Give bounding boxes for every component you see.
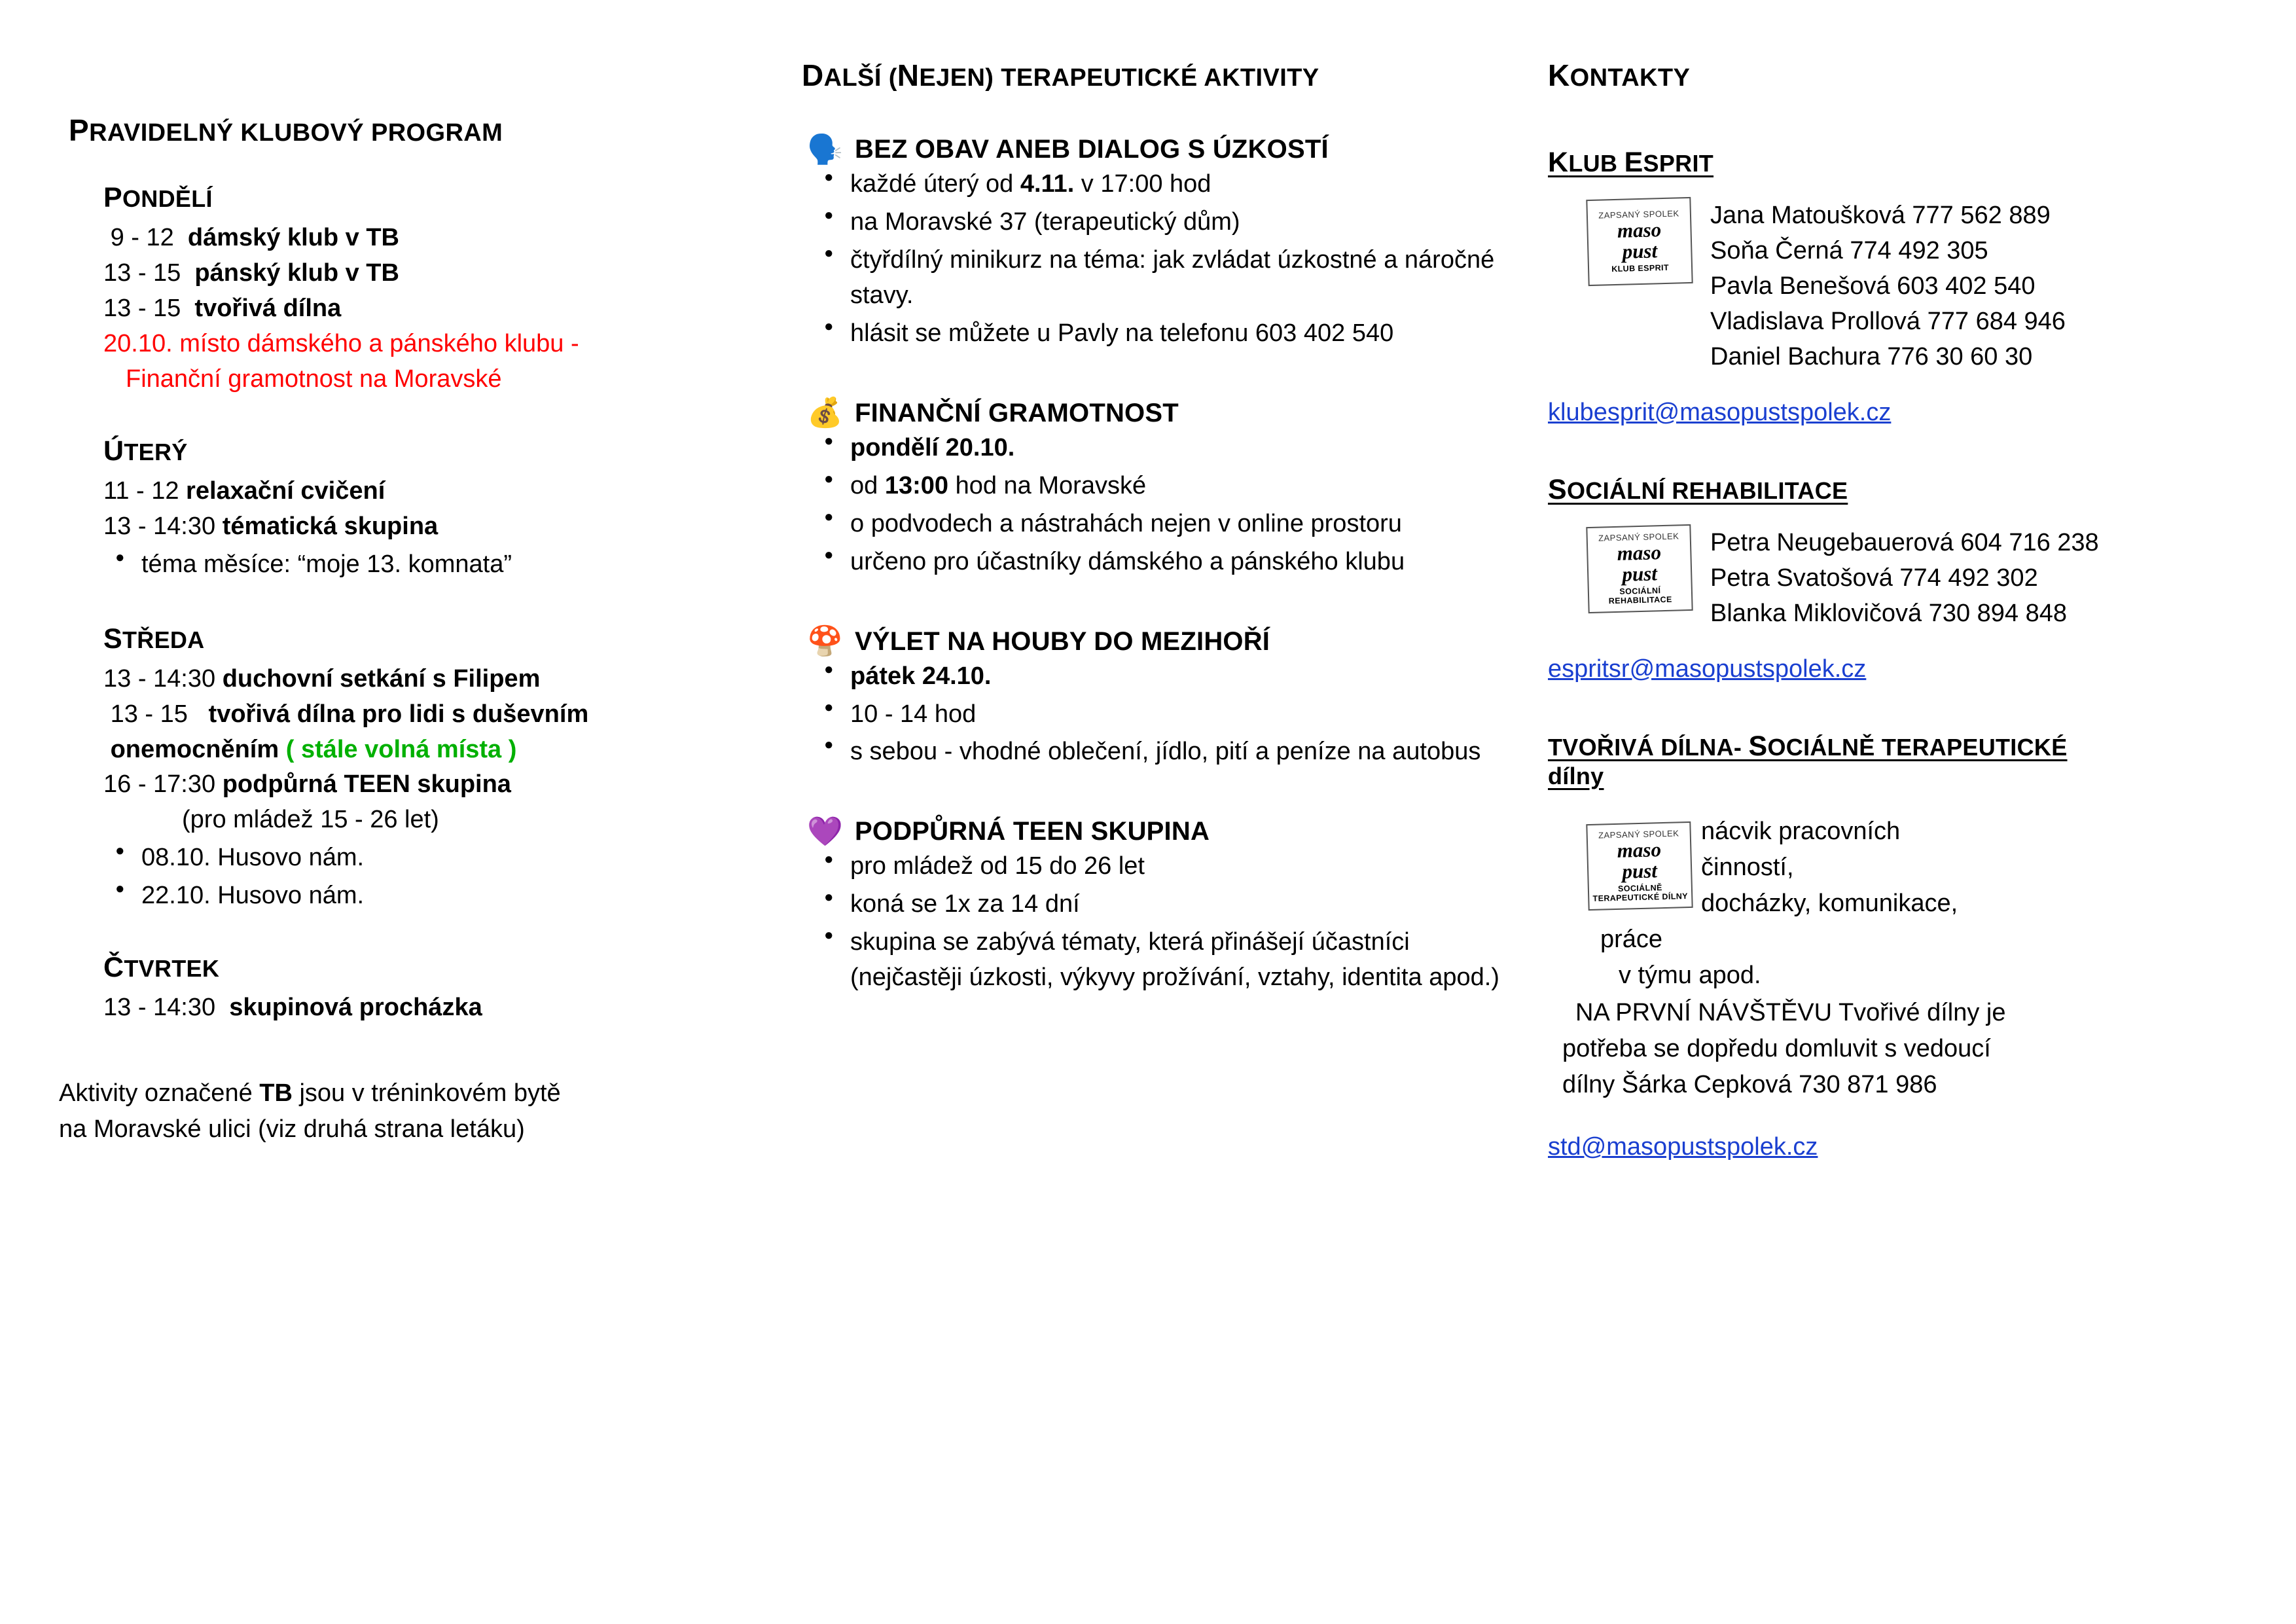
- contact-heading: SOCIÁLNÍ REHABILITACE: [1548, 473, 1848, 505]
- activity-podpurna-teen-skupina: [802, 817, 1522, 996]
- std-line: v týmu apod.: [1619, 962, 1761, 989]
- day-block-thursday: [103, 952, 792, 1026]
- contact-block-klub-esprit: [1548, 147, 2261, 427]
- activity-heading-row: [807, 399, 1522, 428]
- list-item: ● s sebou - vhodné oblečení, jídlo, pití a peníze na autobus: [802, 734, 1522, 770]
- person-speaking-icon: 🗣️: [807, 133, 843, 166]
- schedule-note-red: Finanční gramotnost na Moravské: [126, 365, 502, 393]
- list-item: ● každé úterý od 4.11. v 17:00 hod: [802, 167, 1522, 202]
- std-line: dílny Šárka Cepková 730 871 986: [1562, 1071, 1937, 1099]
- column-regular-program: [59, 0, 792, 1147]
- schedule-line-age: (pro mládež 15 - 26 let): [182, 806, 439, 834]
- logo-tagline: ZAPSANÝ SPOLEK: [1598, 208, 1679, 221]
- footnote-tb: Aktivity označené TB jsou v tréninkovém bytě na Moravské ulici (viz druhá strana letáku): [59, 1075, 792, 1147]
- day-block-tuesday: [103, 435, 792, 583]
- logo-subtitle: SOCIÁLNĚ TERAPEUTICKÉ DÍLNY: [1592, 882, 1689, 903]
- activity-heading: PODPŮRNÁ TEEN SKUPINA: [855, 817, 1210, 846]
- list-item: ● téma měsíce: “moje 13. komnata”: [103, 547, 792, 583]
- std-line: činností,: [1701, 853, 1794, 881]
- contact-heading-line-1: TVOŘIVÁ DÍLNA- SOCIÁLNĚ TERAPEUTICKÉ: [1548, 730, 2068, 762]
- list-item: ● určeno pro účastníky dámského a pánského klubu: [802, 545, 1522, 580]
- schedule-line: 11 - 12 relaxační cvičení: [103, 477, 386, 505]
- day-block-wednesday: [103, 623, 792, 914]
- logo-word-pust: pust: [1622, 561, 1658, 586]
- contact-person: Vladislava Prollová 777 684 946: [1710, 307, 2066, 335]
- logo-word-pust: pust: [1622, 858, 1658, 882]
- email-link-std[interactable]: std@masopustspolek.cz: [1548, 1133, 1818, 1161]
- activity-bez-obav: [802, 135, 1522, 352]
- std-line: potřeba se dopředu domluvit s vedoucí: [1562, 1035, 1991, 1063]
- masopust-logo-std: [1586, 821, 1693, 911]
- bullet-list-wednesday: [103, 840, 792, 914]
- page-title-other-activities: DALŠÍ (NEJEN) TERAPEUTICKÉ AKTIVITY: [802, 58, 1319, 92]
- contact-person: Pavla Benešová 603 402 540: [1710, 272, 2036, 300]
- schedule-line: 13 - 14:30 tématická skupina: [103, 512, 439, 540]
- schedule-line: 16 - 17:30 podpůrná TEEN skupina: [103, 770, 511, 799]
- list-item: ● hlásit se můžete u Pavly na telefonu 603 402 540: [802, 316, 1522, 352]
- email-link-espritsr[interactable]: espritsr@masopustspolek.cz: [1548, 655, 1867, 683]
- list-item: ● od 13:00 hod na Moravské: [802, 469, 1522, 504]
- list-item: ● pondělí 20.10.: [802, 431, 1522, 466]
- bullet-list-tuesday: [103, 547, 792, 583]
- schedule-line: 13 - 14:30 skupinová procházka: [103, 994, 482, 1022]
- activity-heading-row: [807, 627, 1522, 657]
- contact-person: Soňa Černá 774 492 305: [1710, 236, 1988, 264]
- schedule-line: 13 - 14:30 duchovní setkání s Filipem: [103, 664, 541, 693]
- std-line: nácvik pracovních: [1701, 817, 1901, 845]
- column-other-activities: [802, 0, 1522, 996]
- list-item: ● čtyřdílný minikurz na téma: jak zvládat úzkostné a náročné stavy.: [802, 243, 1522, 314]
- column-contacts: [1548, 0, 2261, 1161]
- logo-word-maso: maso: [1617, 837, 1662, 862]
- list-item: ● pátek 24.10.: [802, 659, 1522, 695]
- day-name-monday: PONDĚLÍ: [103, 182, 213, 213]
- schedule-line: 13 - 15 tvořivá dílna pro lidi s duševním: [103, 700, 589, 728]
- activity-vylet-na-houby: [802, 627, 1522, 770]
- list-item: ● skupina se zabývá tématy, která přinášejí účastníci (nejčastěji úzkosti, výkyvy prožívání, vztahy, identita apod.): [802, 925, 1522, 996]
- schedule-note-red: 20.10. místo dámského a pánského klubu -: [103, 329, 579, 357]
- tvoriva-dilna-body: [1548, 814, 2261, 1162]
- schedule-line: onemocněním ( stále volná místa ): [110, 735, 517, 763]
- contact-heading: KLUB ESPRIT: [1548, 147, 1714, 178]
- masopust-logo-klub-esprit: [1586, 197, 1693, 286]
- activity-heading: VÝLET NA HOUBY DO MEZIHOŘÍ: [855, 626, 1270, 656]
- std-line: NA PRVNÍ NÁVŠTĚVU Tvořivé dílny je: [1575, 999, 2006, 1027]
- contact-heading: [1548, 731, 2261, 790]
- purple-heart-icon: 💜: [807, 815, 843, 848]
- schedule-line: 13 - 15 tvořivá dílna: [103, 294, 342, 322]
- activity-heading: FINANČNÍ GRAMOTNOST: [855, 398, 1179, 427]
- list-item: ● o podvodech a nástrahách nejen v online prostoru: [802, 507, 1522, 542]
- std-line: práce: [1600, 925, 1663, 953]
- activity-heading: BEZ OBAV ANEB DIALOG S ÚZKOSTÍ: [855, 135, 1329, 164]
- mushroom-icon: 🍄: [807, 625, 843, 658]
- contact-heading-line-2: dílny: [1548, 762, 1604, 789]
- activity-bullets: [802, 167, 1522, 352]
- contact-person: Petra Neugebauerová 604 716 238: [1710, 528, 2099, 556]
- list-item: ● na Moravské 37 (terapeutický dům): [802, 205, 1522, 240]
- contact-block-tvoriva-dilna: [1548, 731, 2261, 1162]
- list-item: ● koná se 1x za 14 dní: [802, 887, 1522, 922]
- contact-person: Blanka Miklovičová 730 894 848: [1710, 599, 2068, 627]
- list-item: ● 10 - 14 hod: [802, 697, 1522, 732]
- logo-subtitle: SOCIÁLNÍ REHABILITACE: [1608, 585, 1672, 606]
- day-name-tuesday: ÚTERÝ: [103, 435, 188, 467]
- page-title-regular-program: PRAVIDELNÝ KLUBOVÝ PROGRAM: [69, 113, 503, 147]
- contact-block-socialni-rehabilitace: [1548, 474, 2261, 683]
- masopust-logo-socialni-rehabilitace: [1586, 524, 1693, 613]
- activity-bullets: [802, 431, 1522, 580]
- list-item: ● 08.10. Husovo nám.: [103, 840, 792, 876]
- contact-name-list: [1710, 526, 2099, 632]
- logo-word-pust: pust: [1622, 239, 1658, 263]
- logo-tagline: ZAPSANÝ SPOLEK: [1598, 531, 1679, 543]
- availability-note: ( stále volná místa ): [285, 735, 517, 763]
- list-item: ● 22.10. Husovo nám.: [103, 878, 792, 914]
- activity-heading-row: [807, 135, 1522, 164]
- day-name-thursday: ČTVRTEK: [103, 952, 220, 984]
- contact-person: Petra Svatošová 774 492 302: [1710, 564, 2038, 592]
- contact-row: [1548, 198, 2261, 375]
- contact-person: Jana Matoušková 777 562 889: [1710, 202, 2051, 229]
- schedule-line: 9 - 12 dámský klub v TB: [103, 224, 399, 251]
- logo-subtitle: KLUB ESPRIT: [1611, 263, 1670, 274]
- money-bag-icon: 💰: [807, 397, 843, 429]
- contact-row: [1548, 526, 2261, 632]
- schedule-line: 13 - 15 pánský klub v TB: [103, 259, 399, 287]
- activity-bullets: [802, 849, 1522, 996]
- contact-person: Daniel Bachura 776 30 60 30: [1710, 342, 2033, 370]
- std-line: docházky, komunikace,: [1701, 889, 1958, 917]
- logo-word-maso: maso: [1617, 541, 1662, 565]
- activity-heading-row: [807, 817, 1522, 846]
- day-name-wednesday: STŘEDA: [103, 623, 205, 655]
- footnote-line-2: na Moravské ulici (viz druhá strana letáku): [59, 1115, 525, 1144]
- footnote-bold-tb: TB: [259, 1079, 293, 1108]
- logo-word-maso: maso: [1617, 218, 1662, 243]
- logo-tagline: ZAPSANÝ SPOLEK: [1598, 828, 1679, 840]
- activity-bullets: [802, 659, 1522, 770]
- page-title-contacts: KONTAKTY: [1548, 58, 1691, 92]
- std-visit-info: [1548, 995, 2261, 1103]
- activity-financni-gramotnost: [802, 399, 1522, 580]
- email-link-klubesprit[interactable]: klubesprit@masopustspolek.cz: [1548, 398, 1892, 426]
- list-item: ● pro mládež od 15 do 26 let: [802, 849, 1522, 884]
- day-block-monday: [103, 182, 792, 397]
- contact-name-list: [1710, 198, 2066, 375]
